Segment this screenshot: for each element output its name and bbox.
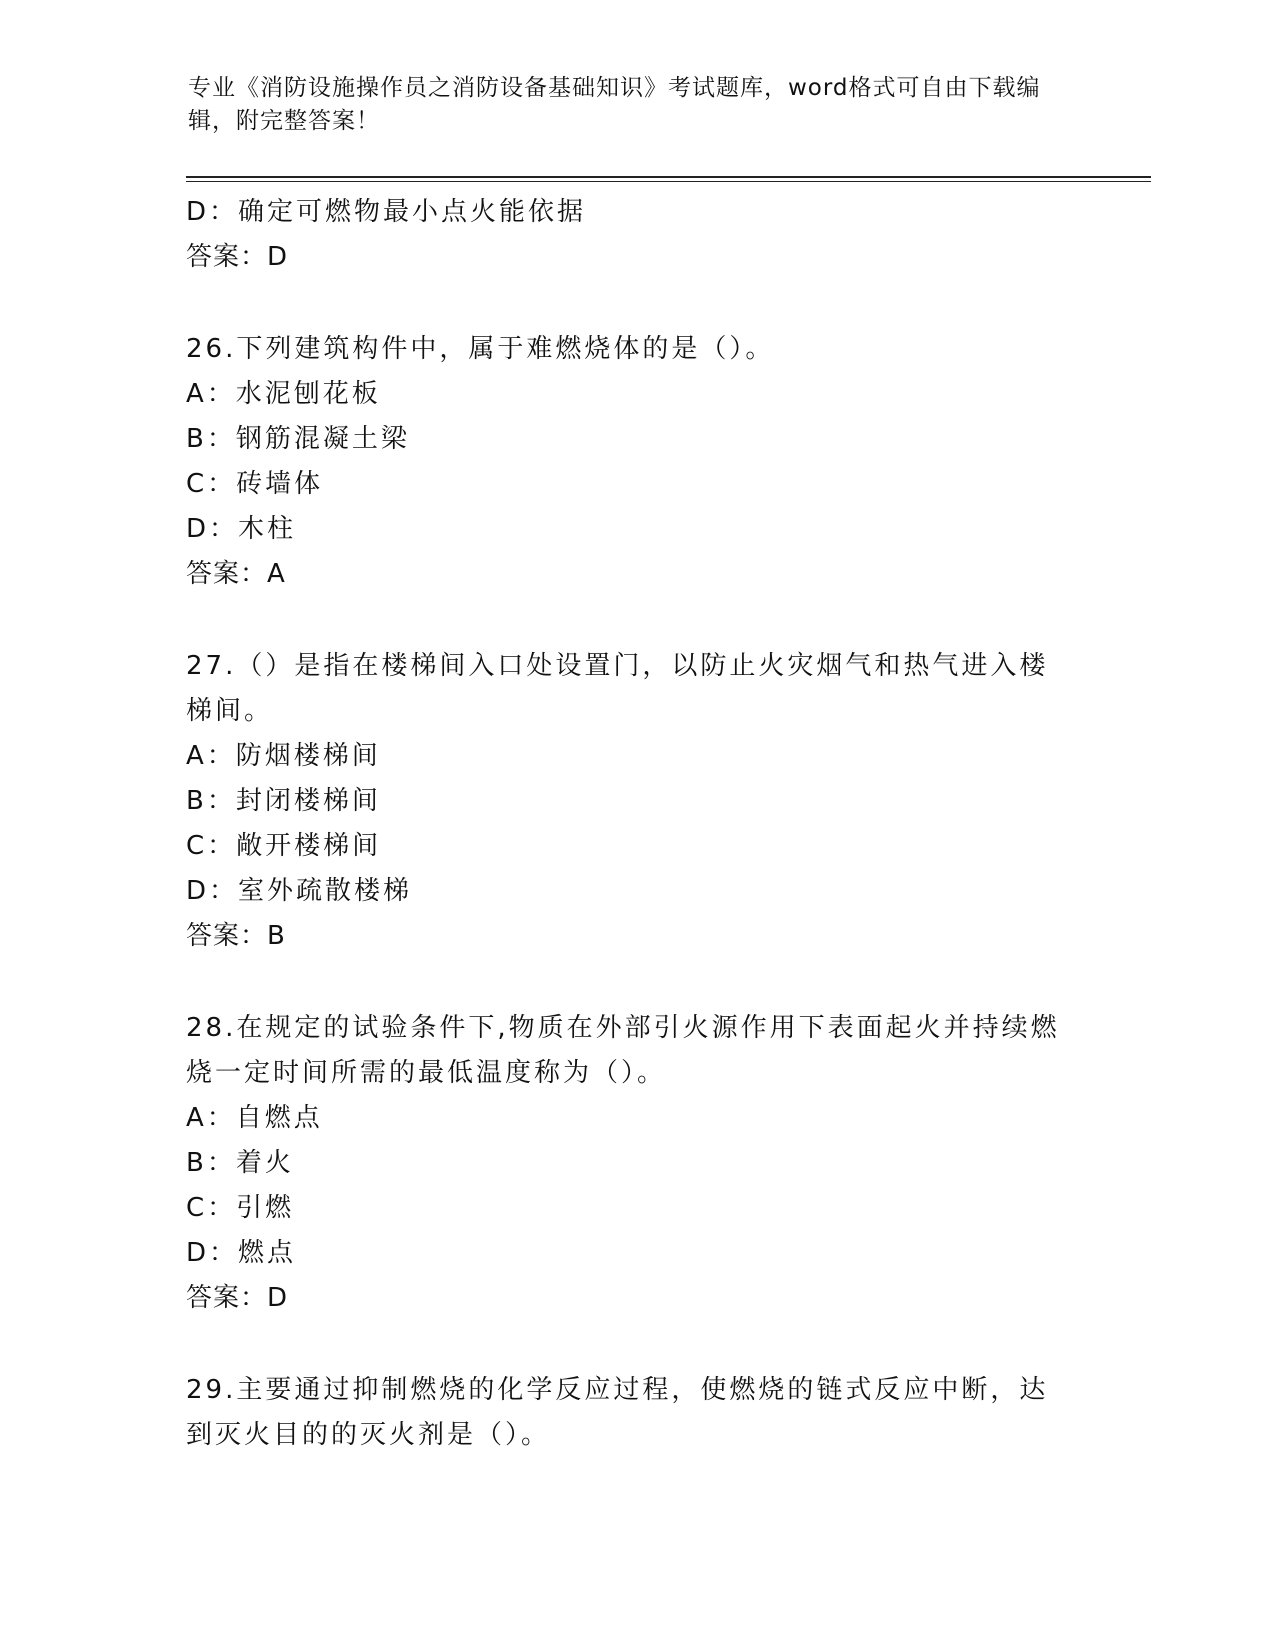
option-b: B：着火 (186, 1148, 294, 1178)
option-d: D：确定可燃物最小点火能依据 (186, 197, 587, 227)
option-b: B：钢筋混凝土梁 (186, 424, 410, 454)
option-b: B：封闭楼梯间 (186, 786, 381, 816)
document-header: 专业《消防设施操作员之消防设备基础知识》考试题库，word格式可自由下载编辑，附完整答案！ (188, 75, 1041, 134)
option-a: A：水泥刨花板 (186, 379, 381, 409)
answer-line: 答案：B (186, 921, 286, 951)
spacer (186, 1321, 1086, 1368)
option-c: C：敞开楼梯间 (186, 831, 382, 861)
answer-line: 答案：A (186, 559, 286, 589)
question-stem: 29.主要通过抑制燃烧的化学反应过程，使燃烧的链式反应中断，达到灭火目的的灭火剂是（）。 (186, 1375, 1049, 1450)
option-a: A：防烟楼梯间 (186, 741, 381, 771)
question-stem: 26.下列建筑构件中，属于难燃烧体的是（）。 (186, 334, 775, 364)
question-stem: 28.在规定的试验条件下,物质在外部引火源作用下表面起火并持续燃烧一定时间所需的最低温度称为（）。 (186, 1013, 1060, 1088)
question-29 (186, 1368, 1086, 1458)
question-28 (186, 1006, 1086, 1321)
header-divider (186, 176, 1151, 182)
question-stem: 27.（）是指在楼梯间入口处设置门，以防止火灾烟气和热气进入楼梯间。 (186, 651, 1049, 726)
answer-line: 答案：D (186, 1283, 289, 1313)
option-c: C：引燃 (186, 1193, 295, 1223)
option-d: D：室外疏散楼梯 (186, 876, 413, 906)
option-d: D：木柱 (186, 514, 297, 544)
question-27 (186, 644, 1086, 959)
option-c: C：砖墙体 (186, 469, 324, 499)
spacer (186, 597, 1086, 644)
option-a: A：自燃点 (186, 1103, 323, 1133)
option-d: D：燃点 (186, 1238, 297, 1268)
question-list (186, 190, 1086, 1458)
question-26 (186, 327, 1086, 597)
spacer (186, 280, 1086, 327)
spacer (186, 959, 1086, 1006)
answer-line: 答案：D (186, 242, 289, 272)
